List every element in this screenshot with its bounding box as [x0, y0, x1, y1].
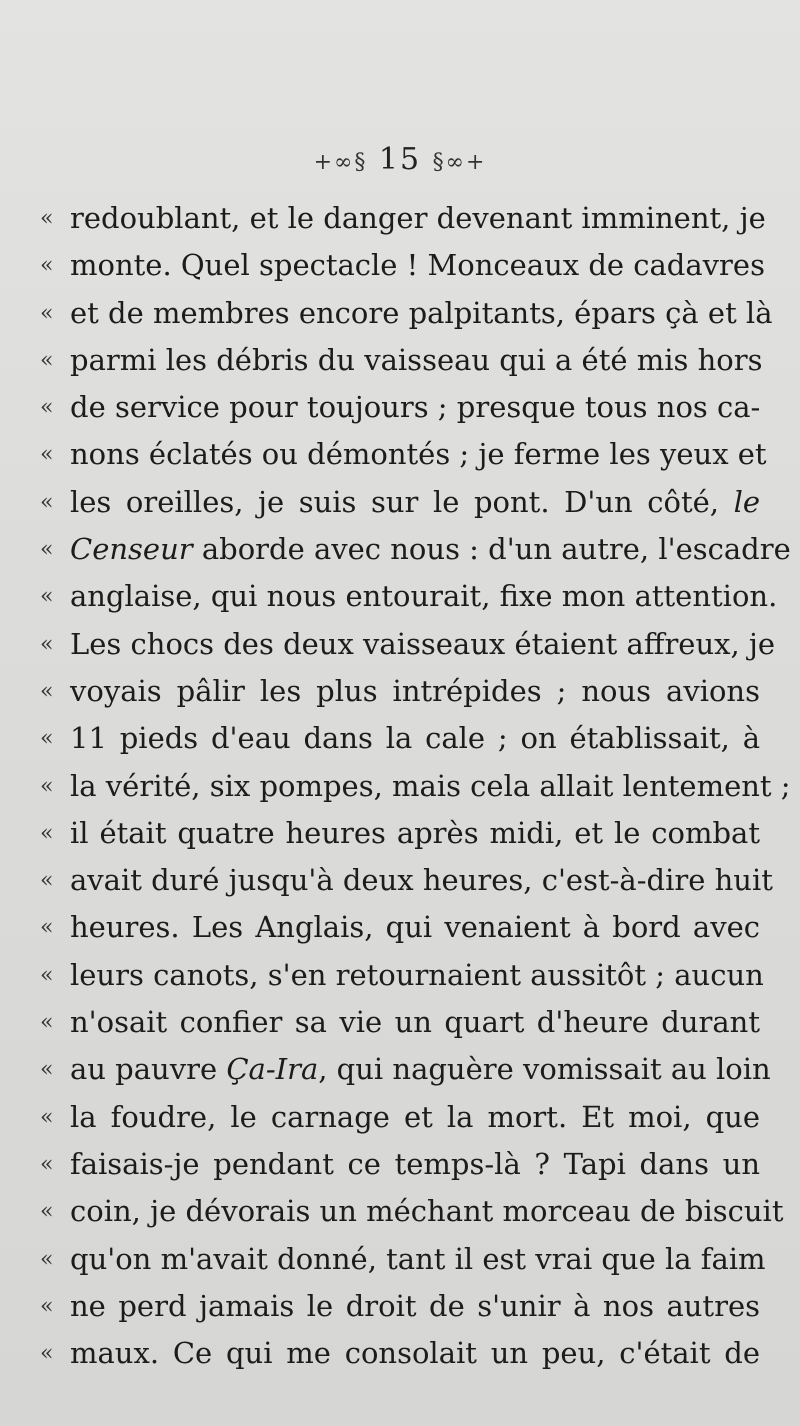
- line-text: 11 pieds d'eau dans la cale ; on établissait, à: [70, 721, 760, 756]
- text-line: [40, 573, 778, 620]
- quote-mark: «: [40, 1104, 54, 1130]
- text-line: [40, 999, 760, 1046]
- line-text: au pauvre Ça-Ira, qui naguère vomissait au loin: [70, 1052, 771, 1087]
- quote-mark: «: [40, 1151, 54, 1177]
- line-text: leurs canots, s'en retournaient aussitôt ; aucun: [70, 957, 764, 992]
- text-line: [40, 384, 760, 431]
- line-text: maux. Ce qui me consolait un peu, c'était de: [70, 1336, 760, 1371]
- line-text: monte. Quel spectacle ! Monceaux de cadavres: [70, 248, 765, 283]
- text-line: [40, 763, 791, 810]
- line-text: qu'on m'avait donné, tant il est vrai que la faim: [70, 1241, 766, 1276]
- text-line: [40, 715, 760, 762]
- text-line: [40, 668, 760, 715]
- text-line: [40, 1046, 771, 1093]
- quote-mark: «: [40, 537, 54, 563]
- text-line: [40, 431, 767, 478]
- quote-mark: «: [40, 678, 54, 704]
- quote-mark: «: [40, 1199, 54, 1225]
- quote-mark: «: [40, 773, 54, 799]
- quote-mark: «: [40, 442, 54, 468]
- line-text: Les chocs des deux vaisseaux étaient affreux, je: [70, 626, 776, 661]
- quote-mark: «: [40, 1057, 54, 1083]
- text-line: [40, 242, 765, 289]
- line-text: il était quatre heures après midi, et le combat: [70, 815, 760, 850]
- line-text: coin, je dévorais un méchant morceau de biscuit: [70, 1194, 784, 1229]
- quote-mark: «: [40, 206, 54, 231]
- text-line: [40, 857, 773, 904]
- quote-mark: «: [40, 1010, 54, 1036]
- text-line: [40, 337, 763, 384]
- text-line: [40, 1141, 760, 1188]
- text-line: [40, 810, 760, 857]
- ornament-right: §∞+: [432, 150, 487, 175]
- quote-mark: «: [40, 962, 54, 988]
- line-text: anglaise, qui nous entourait, fixe mon attention.: [70, 579, 778, 614]
- line-text: et de membres encore palpitants, épars çà et là: [70, 295, 773, 330]
- line-text: de service pour toujours ; presque tous nos ca-: [70, 390, 761, 425]
- line-text: voyais pâlir les plus intrépides ; nous avions: [70, 673, 760, 708]
- quote-mark: «: [40, 1341, 54, 1367]
- text-line: [40, 1330, 760, 1377]
- text-line: [40, 1094, 760, 1141]
- text-line: [40, 526, 791, 573]
- quote-mark: «: [40, 820, 54, 846]
- line-text: redoublant, et le danger devenant imminent, je: [70, 201, 766, 235]
- line-text: parmi les débris du vaisseau qui a été mis hors: [70, 342, 763, 377]
- page-number: 15: [378, 142, 422, 177]
- page-header: [0, 142, 800, 177]
- line-text: n'osait confier sa vie un quart d'heure durant: [70, 1005, 760, 1040]
- ornament-left: +∞§: [313, 150, 368, 175]
- body-text: [40, 195, 791, 1377]
- text-line: [40, 621, 776, 668]
- quote-mark: «: [40, 631, 54, 657]
- quote-mark: «: [40, 868, 54, 894]
- text-line: [40, 1236, 766, 1283]
- quote-mark: «: [40, 489, 54, 515]
- line-text: Censeur aborde avec nous : d'un autre, l'escadre: [70, 532, 791, 567]
- line-text: la vérité, six pompes, mais cela allait lentement ;: [70, 768, 791, 803]
- line-text: heures. Les Anglais, qui venaient à bord avec: [70, 910, 760, 945]
- quote-mark: «: [40, 915, 54, 941]
- quote-mark: «: [40, 1293, 54, 1319]
- line-text: faisais-je pendant ce temps-là ? Tapi dans un: [70, 1146, 760, 1181]
- quote-mark: «: [40, 1246, 54, 1272]
- line-text: ne perd jamais le droit de s'unir à nos autres: [70, 1288, 760, 1323]
- quote-mark: «: [40, 726, 54, 752]
- quote-mark: «: [40, 584, 54, 610]
- line-text: les oreilles, je suis sur le pont. D'un côté, le: [70, 484, 760, 519]
- text-line: [40, 904, 760, 951]
- quote-mark: «: [40, 300, 54, 326]
- text-line: [40, 195, 766, 242]
- line-text: nons éclatés ou démontés ; je ferme les yeux et: [70, 437, 767, 472]
- quote-mark: «: [40, 395, 54, 421]
- text-line: [40, 479, 760, 526]
- quote-mark: «: [40, 347, 54, 373]
- line-text: la foudre, le carnage et la mort. Et moi, que: [70, 1099, 760, 1134]
- line-text: avait duré jusqu'à deux heures, c'est-à-dire huit: [70, 863, 773, 898]
- quote-mark: «: [40, 253, 54, 279]
- text-line: [40, 1188, 784, 1235]
- text-line: [40, 952, 764, 999]
- text-line: [40, 290, 773, 337]
- text-line: [40, 1283, 760, 1330]
